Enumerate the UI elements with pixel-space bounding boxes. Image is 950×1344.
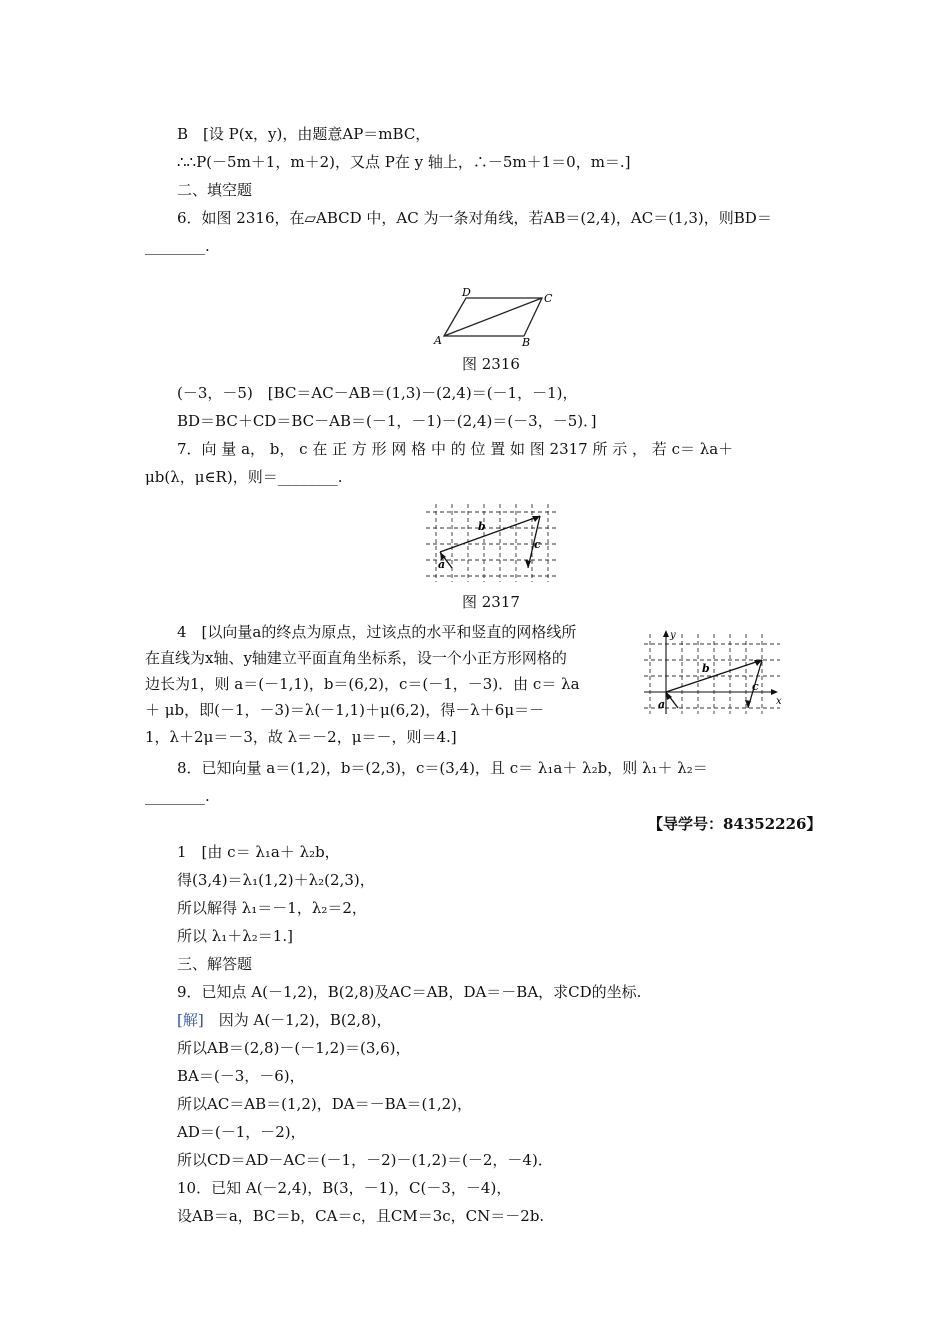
figure-caption-2316: 图 2316: [462, 355, 520, 373]
label-c: C: [544, 292, 553, 305]
label-y-axis: y: [670, 630, 676, 641]
solution-9-line-4: 所以AC＝AB＝(1,2)，DA＝－BA＝(1,2)，: [177, 1095, 472, 1113]
question-10-line-2: 设AB＝a，BC＝b，CA＝c，且CM＝3c，CN＝－2b.: [177, 1207, 545, 1225]
text-line-1: B [设 P(x，y)，由题意AP＝mBC，: [177, 125, 431, 143]
question-9: 9．已知点 A(－1,2)，B(2,8)及AC＝AB，DA＝－BA，求CD的坐标.: [177, 983, 642, 1001]
label-x-axis: x: [776, 696, 782, 707]
answer-8-line-1: 1 [由 c＝ λ₁a＋ λ₂b，: [177, 843, 340, 861]
answer-7-line-2: 在直线为x轴、y轴建立平面直角坐标系，设一个小正方形网格的: [145, 649, 567, 667]
question-10: 10．已知 A(－2,4)，B(3，－1)，C(－3，－4)，: [177, 1179, 512, 1197]
answer-7-line-3: 边长为1，则 a＝(－1,1)，b＝(6,2)，c＝(－1，－3)．由 c＝ λa: [145, 675, 580, 693]
solution-9-line-2: 所以AB＝(2,8)－(－1,2)＝(3,6)，: [177, 1039, 411, 1057]
section-heading-fill: 二、填空题: [177, 181, 253, 199]
question-8: 8．已知向量 a＝(1,2)，b＝(2,3)，c＝(3,4)，且 c＝ λ₁a＋ λ₂b，则 λ₁＋ λ₂＝: [177, 759, 708, 777]
solution-9-text: 因为 A(－1,2)，B(2,8)，: [203, 1011, 392, 1029]
label-vector-b: b: [478, 520, 486, 533]
label-vector-a: a: [438, 558, 446, 571]
answer-7-line-1: 4 [以向量a的终点为原点，过该点的水平和竖直的网格线所: [177, 623, 577, 641]
answer-8-line-2: 得(3,4)＝λ₁(1,2)＋λ₂(2,3)，: [177, 871, 375, 889]
question-6-blank: ________.: [145, 237, 210, 255]
label-b: B: [522, 336, 531, 348]
figure-caption-2317: 图 2317: [462, 593, 520, 611]
answer-7-line-4: ＋ μb，即(－1，－3)＝λ(－1,1)＋μ(6,2)，得－λ＋6μ＝－: [145, 701, 545, 719]
label-vector-c-2: c: [752, 680, 759, 693]
question-7: 7．向 量 a， b， c 在 正 方 形 网 格 中 的 位 置 如 图 2317 所 示 ， 若 c＝ λa＋: [177, 440, 734, 458]
coordinate-grid-figure: [640, 628, 785, 714]
question-7-line-2: μb(λ，μ∈R)，则＝________.: [145, 468, 343, 486]
vector-b: [440, 516, 540, 552]
text-line-2: ∴∴P(－5m＋1，m＋2)，又点 P在 y 轴上，∴－5m＋1＝0，m＝.]: [177, 153, 631, 171]
label-vector-c: c: [534, 538, 541, 551]
question-8-blank: ________.: [145, 787, 210, 805]
label-d: D: [462, 286, 471, 299]
label-vector-b-2: b: [702, 662, 710, 675]
answer-8-line-3: 所以解得 λ₁＝－1，λ₂＝2，: [177, 899, 367, 917]
answer-7-line-5: 1，λ＋2μ＝－3，故 λ＝－2，μ＝－，则＝4.]: [145, 728, 457, 746]
parallelogram-figure: [428, 286, 558, 348]
label-vector-a-2: a: [658, 698, 666, 711]
guide-number: 【导学号：84352226】: [648, 815, 822, 833]
section-heading-solve: 三、解答题: [177, 955, 253, 973]
solution-9-line-6: 所以CD＝AD－AC＝(－1，－2)－(1,2)＝(－2，－4)．: [177, 1151, 553, 1169]
question-6: 6．如图 2316，在▱ABCD 中，AC 为一条对角线，若AB＝(2,4)，AC＝(1,3)，则BD＝: [177, 209, 772, 227]
answer-6-line-2: BD＝BC＋CD＝BC－AB＝(－1，－1)－(2,4)＝(－3，－5)．]: [177, 412, 597, 430]
vector-grid-figure: [422, 502, 562, 584]
answer-6-line-1: (－3，－5) [BC＝AC－AB＝(1,3)－(2,4)＝(－1，－1)，: [177, 384, 578, 402]
label-a: A: [434, 334, 442, 347]
answer-8-line-4: 所以 λ₁＋λ₂＝1.]: [177, 927, 293, 945]
solution-tag: [解]: [177, 1011, 204, 1029]
solution-9-line-5: AD＝(－1，－2)，: [177, 1123, 306, 1141]
solution-9-line-1: [177, 1010, 391, 1030]
solution-9-line-3: BA＝(－3，－6)，: [177, 1067, 305, 1085]
